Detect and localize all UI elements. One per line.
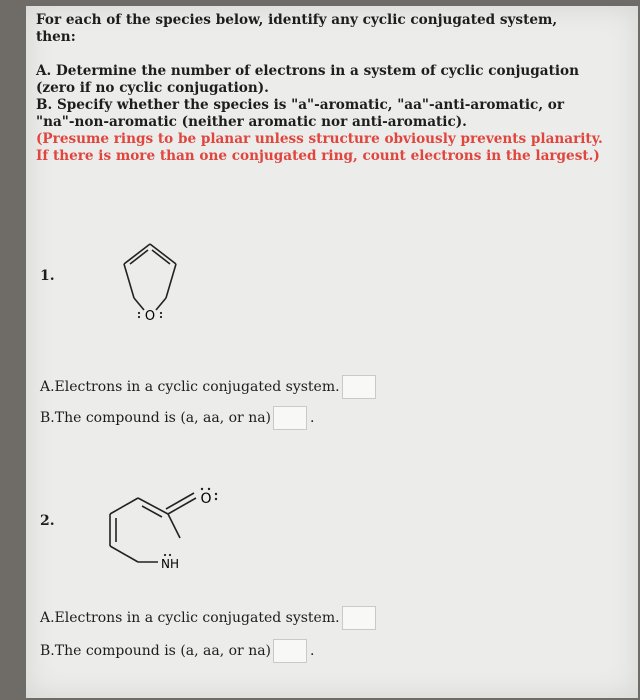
q1-aromaticity-input[interactable] xyxy=(273,406,307,430)
part-a-line-1: A. Determine the number of electrons in a system of cyclic conjugation xyxy=(36,63,579,79)
pyridone-structure xyxy=(100,478,240,578)
q1-answer-a xyxy=(40,375,376,399)
q2-answer-a xyxy=(40,606,376,630)
worksheet xyxy=(26,6,638,698)
note-line-1: (Presume rings to be planar unless structure obviously prevents planarity. xyxy=(36,131,603,147)
q2-label-b: B.The compound is (a, aa, or na) xyxy=(40,643,272,659)
question-2-number: 2. xyxy=(40,513,55,529)
part-b-line-2: "na"-non-aromatic (neither aromatic nor anti-aromatic). xyxy=(36,114,467,130)
q1-label-b: B.The compound is (a, aa, or na) xyxy=(40,410,272,426)
furan-oxygen-label: O xyxy=(144,309,156,324)
note-line-2: If there is more than one conjugated ring, count electrons in the largest.) xyxy=(36,148,600,164)
q2-answer-b xyxy=(40,639,314,663)
q2-period: . xyxy=(310,643,315,659)
q2-electrons-input[interactable] xyxy=(342,606,376,630)
pyridone-nh-label: NH xyxy=(161,557,179,571)
instructions-line-2: then: xyxy=(36,29,76,45)
q1-label-a: A.Electrons in a cyclic conjugated system. xyxy=(40,379,340,395)
furan-structure xyxy=(106,236,196,326)
q1-period: . xyxy=(310,410,315,426)
q2-label-a: A.Electrons in a cyclic conjugated system. xyxy=(40,610,340,626)
q1-electrons-input[interactable] xyxy=(342,375,376,399)
instructions-line-1: For each of the species below, identify any cyclic conjugated system, xyxy=(36,12,558,28)
q1-answer-b xyxy=(40,406,314,430)
pyridone-oxygen-label: O xyxy=(200,491,212,507)
q2-aromaticity-input[interactable] xyxy=(273,639,307,663)
instructions xyxy=(36,12,628,165)
part-a-line-2: (zero if no cyclic conjugation). xyxy=(36,80,269,96)
part-b-line-1: B. Specify whether the species is "a"-aromatic, "aa"-anti-aromatic, or xyxy=(36,97,565,113)
question-1-number: 1. xyxy=(40,268,55,284)
